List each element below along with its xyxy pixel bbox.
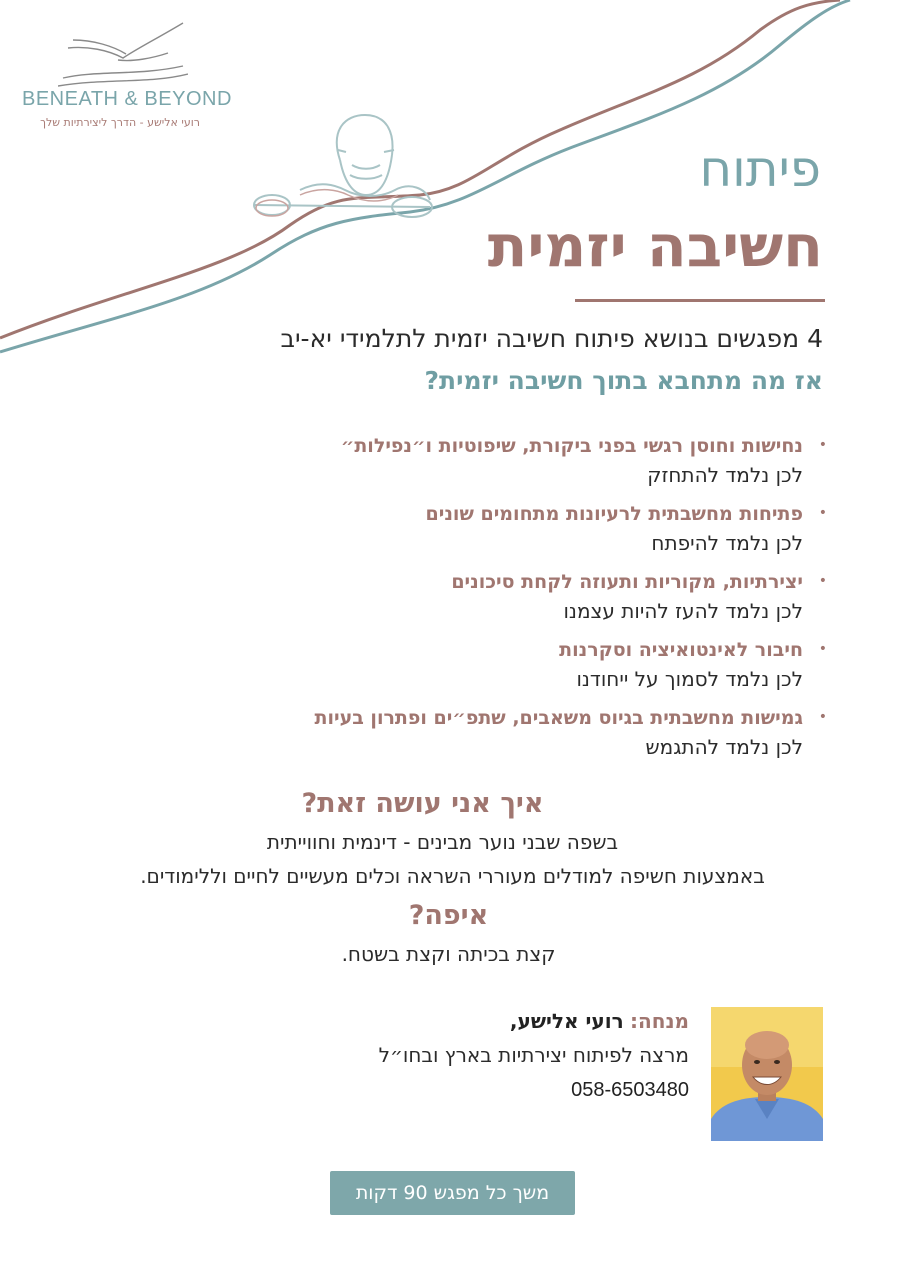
where-heading: איפה? — [408, 900, 489, 931]
list-item — [209, 432, 829, 500]
list-item — [209, 568, 829, 636]
brand-logo — [18, 18, 232, 138]
bullet-title: יצירתיות, מקוריות ותעוזה לקחת סיכונים — [451, 571, 803, 593]
bullet-dot-icon: • — [818, 437, 827, 453]
how-line-2: באמצעות חשיפה למודלים מעוררי השראה וכלים מעשיים לחיים וללימודים. — [140, 864, 765, 888]
bullet-title: נחישות וחוסן רגשי בפני ביקורת, שיפוטיות ו״נפילות״ — [340, 435, 803, 457]
avatar — [711, 1007, 823, 1141]
list-item — [209, 500, 829, 568]
brand-name: BENEATH & BEYOND — [22, 88, 232, 110]
list-item — [209, 636, 829, 704]
page-title-line2: חשיבה יזמית — [487, 212, 823, 280]
bullet-subtext: לכן נלמד להעז להיות עצמנו — [563, 599, 803, 623]
flying-bird-icon — [58, 18, 188, 93]
section-question: אז מה מתחבא בתוך חשיבה יזמית? — [424, 366, 823, 395]
host-info — [269, 1006, 689, 1106]
how-heading: איך אני עושה זאת? — [301, 788, 544, 819]
bullet-title: פתיחות מחשבתית לרעיונות מתחומים שונים — [425, 503, 803, 525]
duration-badge: משך כל מפגש 90 דקות — [330, 1171, 575, 1215]
host-label: מנחה: — [629, 1009, 689, 1033]
bullet-dot-icon: • — [818, 505, 827, 521]
bullet-subtext: לכן נלמד לסמוך על ייחודנו — [576, 667, 803, 691]
page-title-line1: פיתוח — [699, 140, 821, 198]
list-item — [209, 704, 829, 772]
host-role: מרצה לפיתוח יצירתיות בארץ ובחו״ל — [378, 1043, 689, 1067]
host-phone: 058-6503480 — [571, 1079, 689, 1101]
title-divider — [575, 299, 825, 302]
host-photo — [711, 1007, 823, 1141]
bullet-subtext: לכן נלמד להתגמש — [645, 735, 803, 759]
bullet-subtext: לכן נלמד להיפתח — [651, 531, 803, 555]
bullet-title: חיבור לאינטואיציה וסקרנות — [559, 639, 803, 661]
host-name: רועי אלישע, — [509, 1009, 624, 1033]
subtitle: 4 מפגשים בנושא פיתוח חשיבה יזמית לתלמידי יא-יב — [280, 324, 823, 353]
where-line-1: קצת בכיתה וקצת בשטח. — [341, 942, 556, 966]
bullet-dot-icon: • — [818, 709, 827, 725]
bullet-list — [209, 432, 829, 772]
bullet-dot-icon: • — [818, 641, 827, 657]
brand-tagline: רועי אלישע - הדרך ליצירתיות שלך — [40, 116, 200, 129]
how-line-1: בשפה שבני נוער מבינים - דינמית וחווייתית — [266, 830, 619, 854]
bullet-subtext: לכן נלמד להתחזק — [647, 463, 803, 487]
bullet-dot-icon: • — [818, 573, 827, 589]
bullet-title: גמישות מחשבתית בגיוס משאבים, שתפ״ים ופתרון בעיות — [314, 707, 803, 729]
